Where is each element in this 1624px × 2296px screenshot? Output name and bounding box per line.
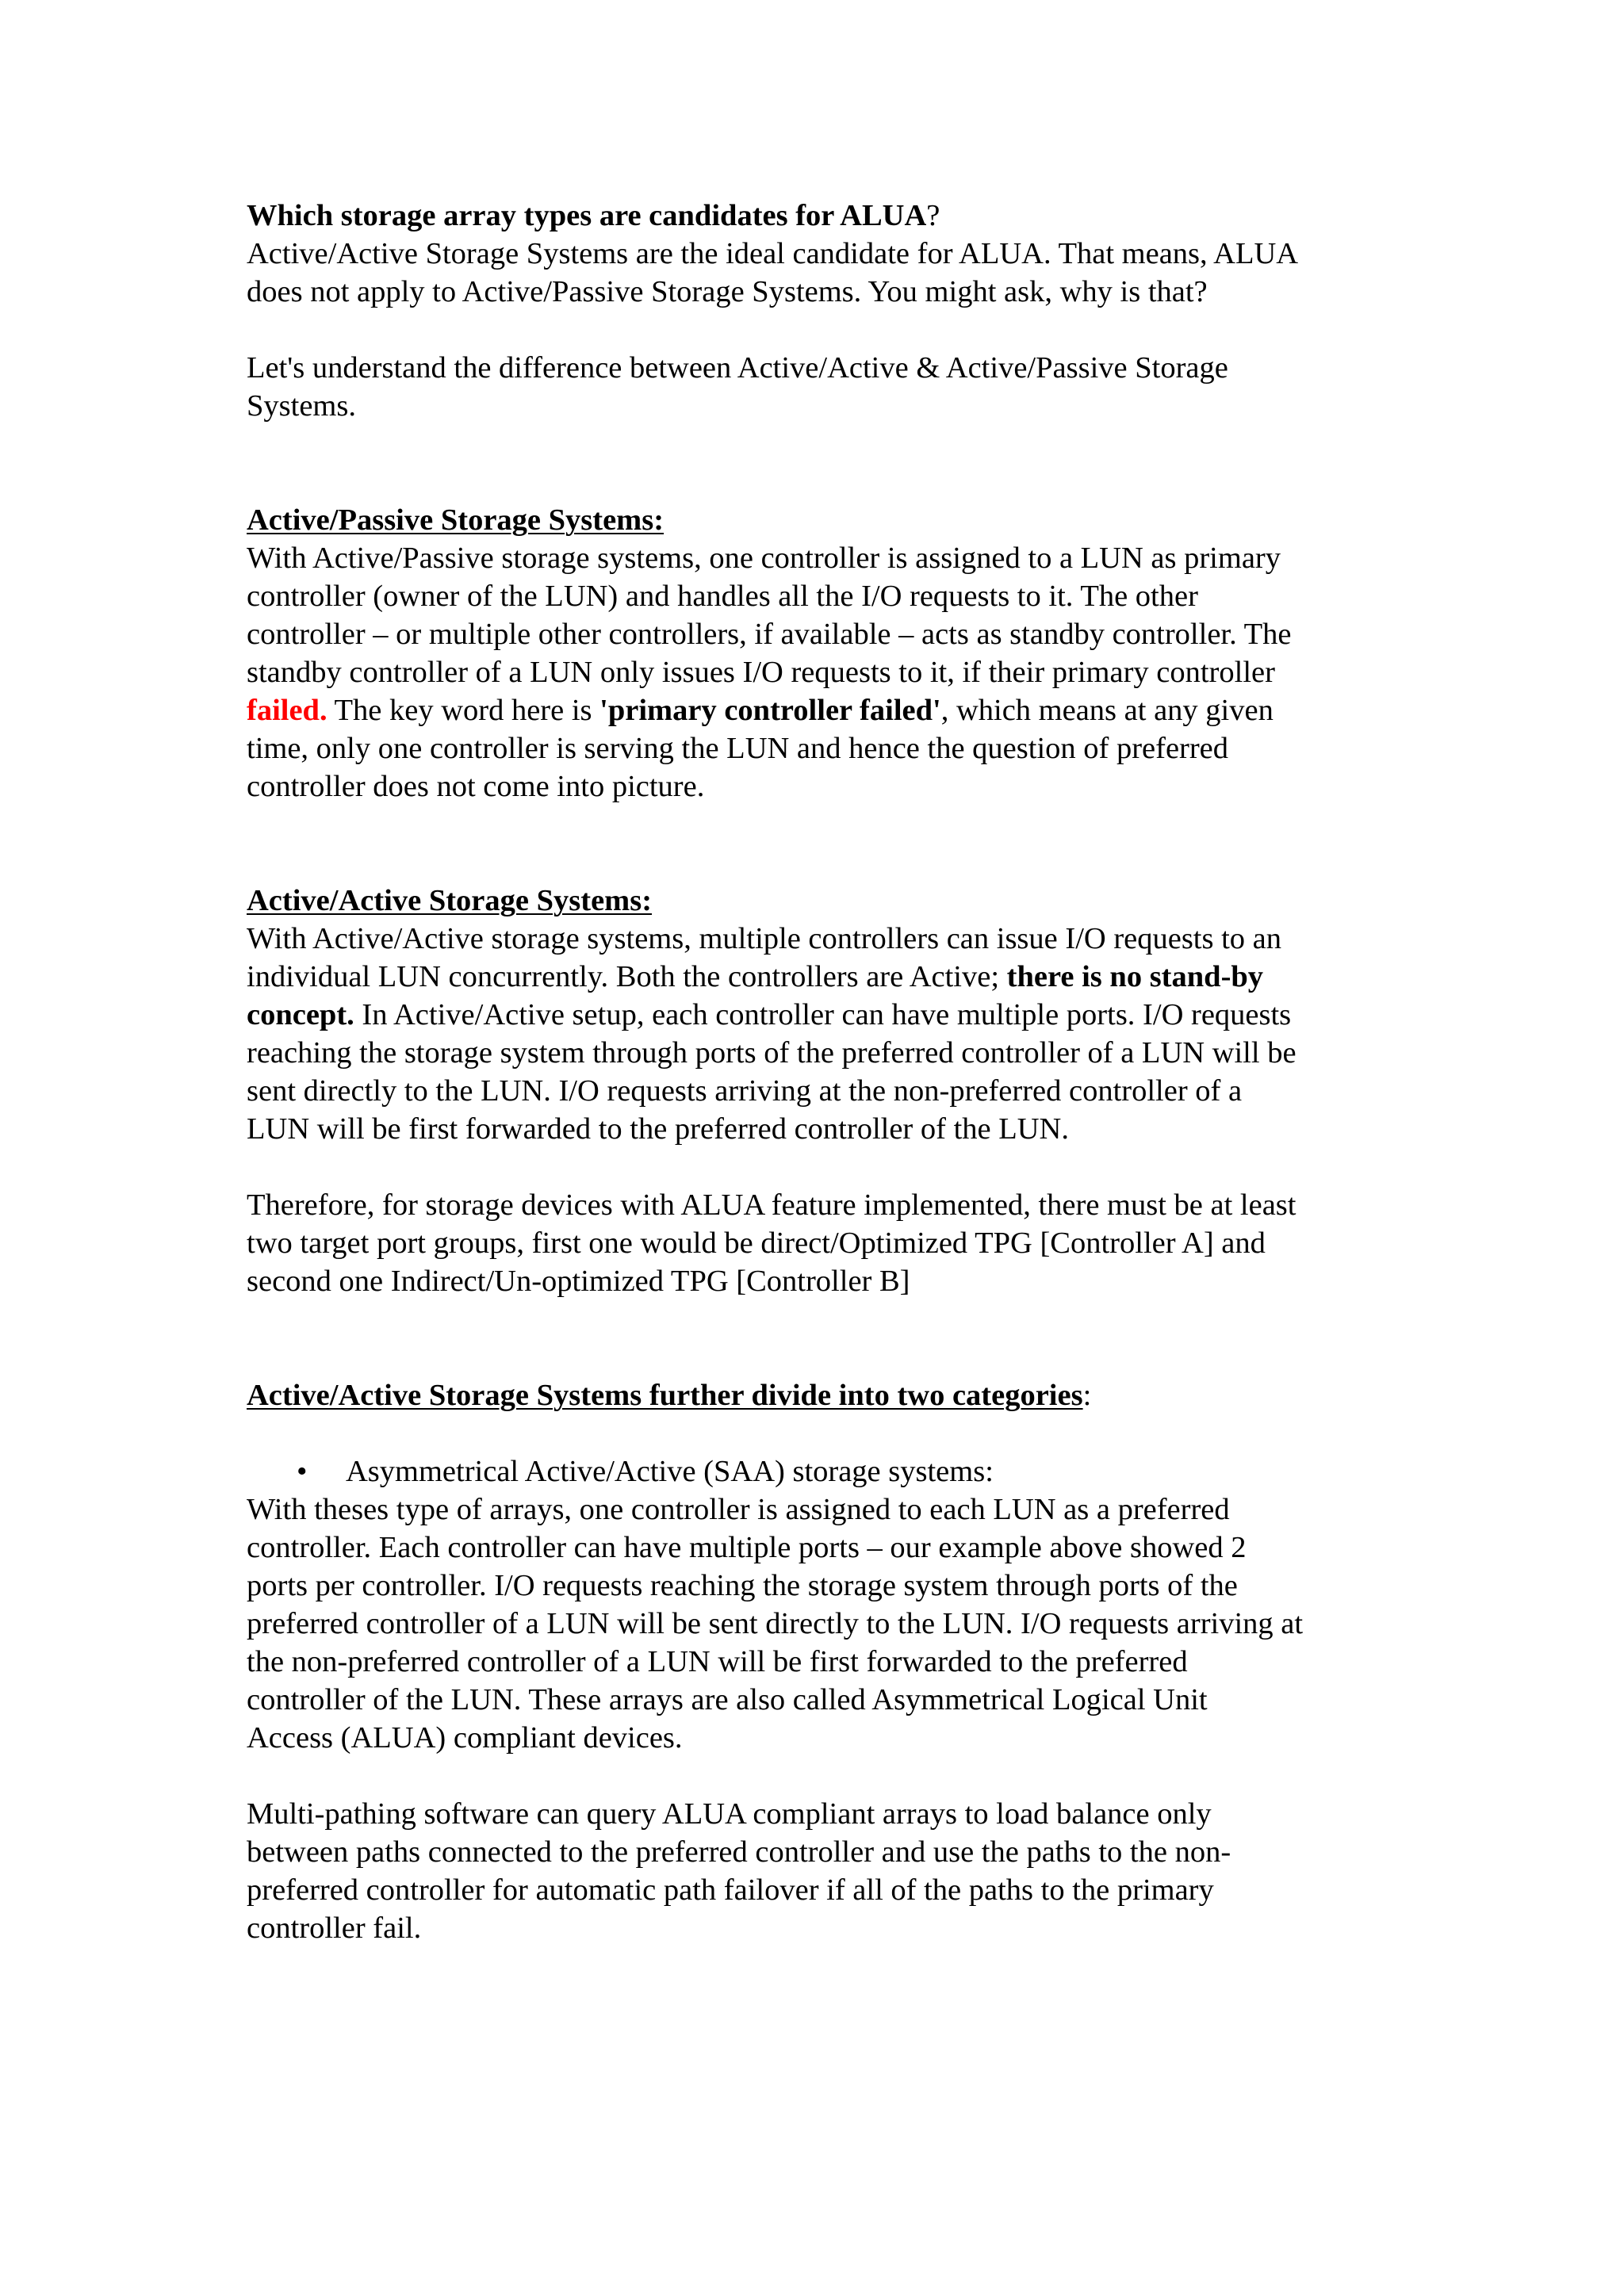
- active-active-line: sent directly to the LUN. I/O requests arriving at the non-preferred controller of a: [247, 1074, 1243, 1108]
- active-passive-line: standby controller of a LUN only issues I/O requests to it, if their primary controller: [247, 656, 1275, 689]
- active-passive-section: [247, 501, 1412, 806]
- intro-line: Active/Active Storage Systems are the ideal candidate for ALUA. That means, ALUA: [247, 237, 1299, 270]
- keyword-suffix: , which means at any given: [940, 694, 1274, 727]
- active-active-line: LUN will be first forwarded to the preferred controller of the LUN.: [247, 1112, 1069, 1146]
- failed-word: failed.: [247, 694, 327, 727]
- active-active-heading: Active/Active Storage Systems:: [247, 884, 653, 917]
- line3-bold: concept.: [247, 998, 354, 1031]
- therefore-line: Therefore, for storage devices with ALUA feature implemented, there must be at least: [247, 1188, 1297, 1222]
- document-page: [247, 197, 1412, 1947]
- understand-line: Let's understand the difference between Active/Active & Active/Passive Storage: [247, 351, 1228, 385]
- intro-heading-tail: ?: [926, 199, 940, 232]
- categories-line: With theses type of arrays, one controller is assigned to each LUN as a preferred: [247, 1493, 1230, 1526]
- keyword: 'primary controller failed': [599, 694, 941, 727]
- intro-line: does not apply to Active/Passive Storage Systems. You might ask, why is that?: [247, 275, 1208, 308]
- active-passive-line: With Active/Passive storage systems, one controller is assigned to a LUN as primary: [247, 541, 1281, 575]
- understand-line: Systems.: [247, 389, 356, 423]
- bullet-icon: •: [297, 1455, 308, 1488]
- categories-heading: Active/Active Storage Systems further divide into two categories: [247, 1379, 1083, 1412]
- intro-heading: Which storage array types are candidates for ALUA: [247, 199, 927, 232]
- bullet-item: [247, 1452, 1412, 1490]
- multipath-line: Multi-pathing software can query ALUA compliant arrays to load balance only: [247, 1797, 1212, 1831]
- active-active-line: reaching the storage system through ports of the preferred controller of a LUN will be: [247, 1036, 1297, 1070]
- active-passive-keyword-line: [247, 691, 1412, 729]
- line2-bold: there is no stand-by: [1006, 960, 1264, 993]
- keyword-prefix: The key word here is: [327, 694, 600, 727]
- categories-line: the non-preferred controller of a LUN will be first forwarded to the preferred: [247, 1645, 1188, 1678]
- multipath-line: controller fail.: [247, 1911, 422, 1945]
- categories-line: controller of the LUN. These arrays are also called Asymmetrical Logical Unit: [247, 1683, 1208, 1716]
- intro-heading-line: [247, 197, 1412, 235]
- active-passive-heading: Active/Passive Storage Systems:: [247, 503, 665, 537]
- categories-line: ports per controller. I/O requests reaching the storage system through ports of the: [247, 1569, 1238, 1602]
- active-passive-line: controller (owner of the LUN) and handles all the I/O requests to it. The other: [247, 580, 1198, 613]
- categories-line: Access (ALUA) compliant devices.: [247, 1721, 683, 1755]
- active-passive-line: controller does not come into picture.: [247, 770, 705, 803]
- active-active-line: With Active/Active storage systems, multiple controllers can issue I/O requests to an: [247, 922, 1282, 955]
- line3-suffix: In Active/Active setup, each controller can have multiple ports. I/O requests: [354, 998, 1292, 1031]
- bullet-text: Asymmetrical Active/Active (SAA) storage systems:: [346, 1455, 994, 1488]
- active-passive-line: controller – or multiple other controllers, if available – acts as standby controller. The: [247, 618, 1292, 651]
- therefore-line: two target port groups, first one would be direct/Optimized TPG [Controller A] and: [247, 1226, 1266, 1260]
- categories-section: [247, 1376, 1412, 1947]
- categories-heading-tail: :: [1082, 1379, 1092, 1412]
- active-active-line: [247, 996, 1412, 1034]
- active-passive-line: time, only one controller is serving the LUN and hence the question of preferred: [247, 732, 1229, 765]
- active-active-heading-line: [247, 882, 1412, 920]
- line2-prefix: individual LUN concurrently. Both the controllers are Active;: [247, 960, 1007, 993]
- multipath-line: preferred controller for automatic path failover if all of the paths to the primary: [247, 1873, 1214, 1907]
- active-passive-heading-line: [247, 501, 1412, 539]
- active-active-line: [247, 958, 1412, 996]
- multipath-line: between paths connected to the preferred controller and use the paths to the non-: [247, 1835, 1231, 1869]
- categories-heading-line: [247, 1376, 1412, 1414]
- categories-line: preferred controller of a LUN will be sent directly to the LUN. I/O requests arriving at: [247, 1607, 1304, 1640]
- active-active-section: [247, 882, 1412, 1300]
- intro-section: [247, 197, 1412, 425]
- therefore-line: second one Indirect/Un-optimized TPG [Controller B]: [247, 1265, 910, 1298]
- categories-line: controller. Each controller can have multiple ports – our example above showed 2: [247, 1531, 1247, 1564]
